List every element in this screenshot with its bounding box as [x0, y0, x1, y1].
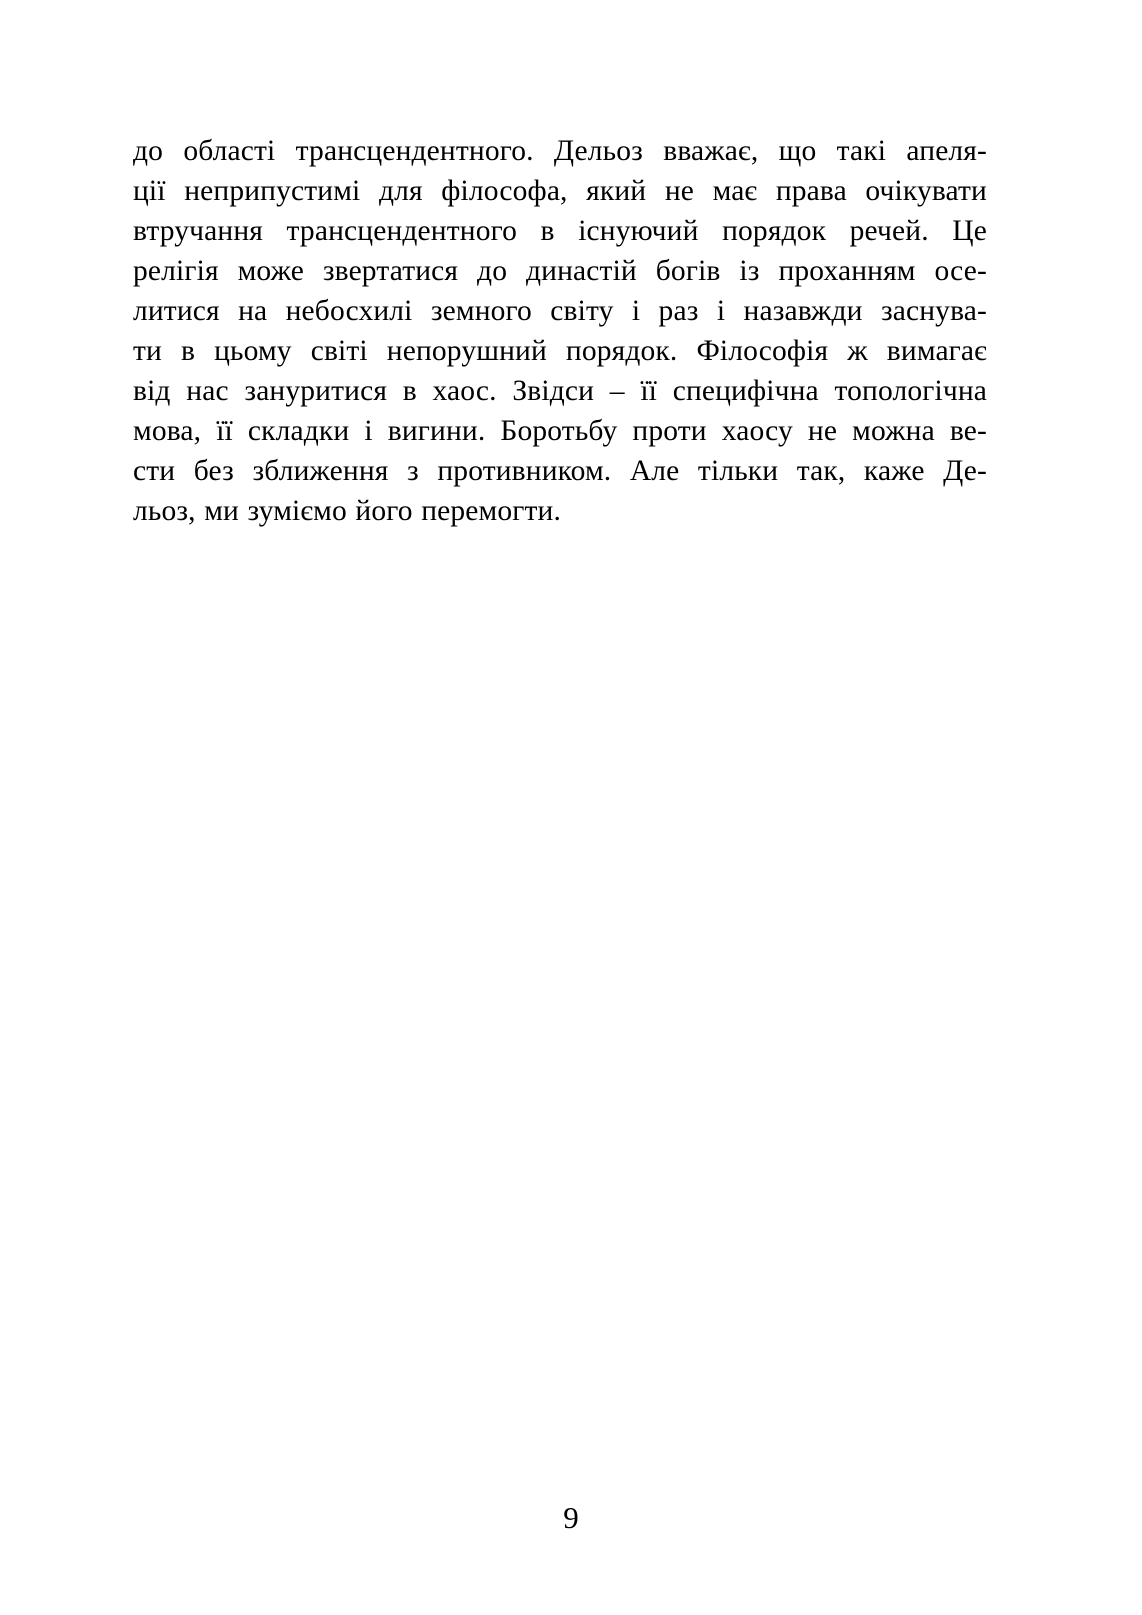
text-line: сти без зближення з противником. Але тільки так, каже Де- [133, 455, 987, 487]
page-number: 9 [563, 1500, 579, 1535]
text-line: мова, її складки і вигини. Боротьбу проти хаосу не можна ве- [133, 415, 987, 447]
text-line: ти в цьому світі непорушний порядок. Філософія ж вимагає [133, 335, 987, 367]
body-text-paragraph [133, 131, 987, 531]
text-line: литися на небосхилі земного світу і раз і назавжди заснува- [133, 295, 987, 327]
text-line: льоз, ми зуміємо його перемогти. [133, 495, 561, 527]
text-line: релігія може звертатися до династій богів із проханням осе- [133, 255, 987, 287]
text-line: від нас зануритися в хаос. Звідси – її специфічна топологічна [133, 375, 987, 407]
text-line: втручання трансцендентного в існуючий порядок речей. Це [133, 215, 987, 247]
text-line: до області трансцендентного. Дельоз вважає, що такі апеля- [133, 135, 987, 167]
text-line: ції неприпустимі для філософа, який не має права очікувати [133, 175, 987, 207]
